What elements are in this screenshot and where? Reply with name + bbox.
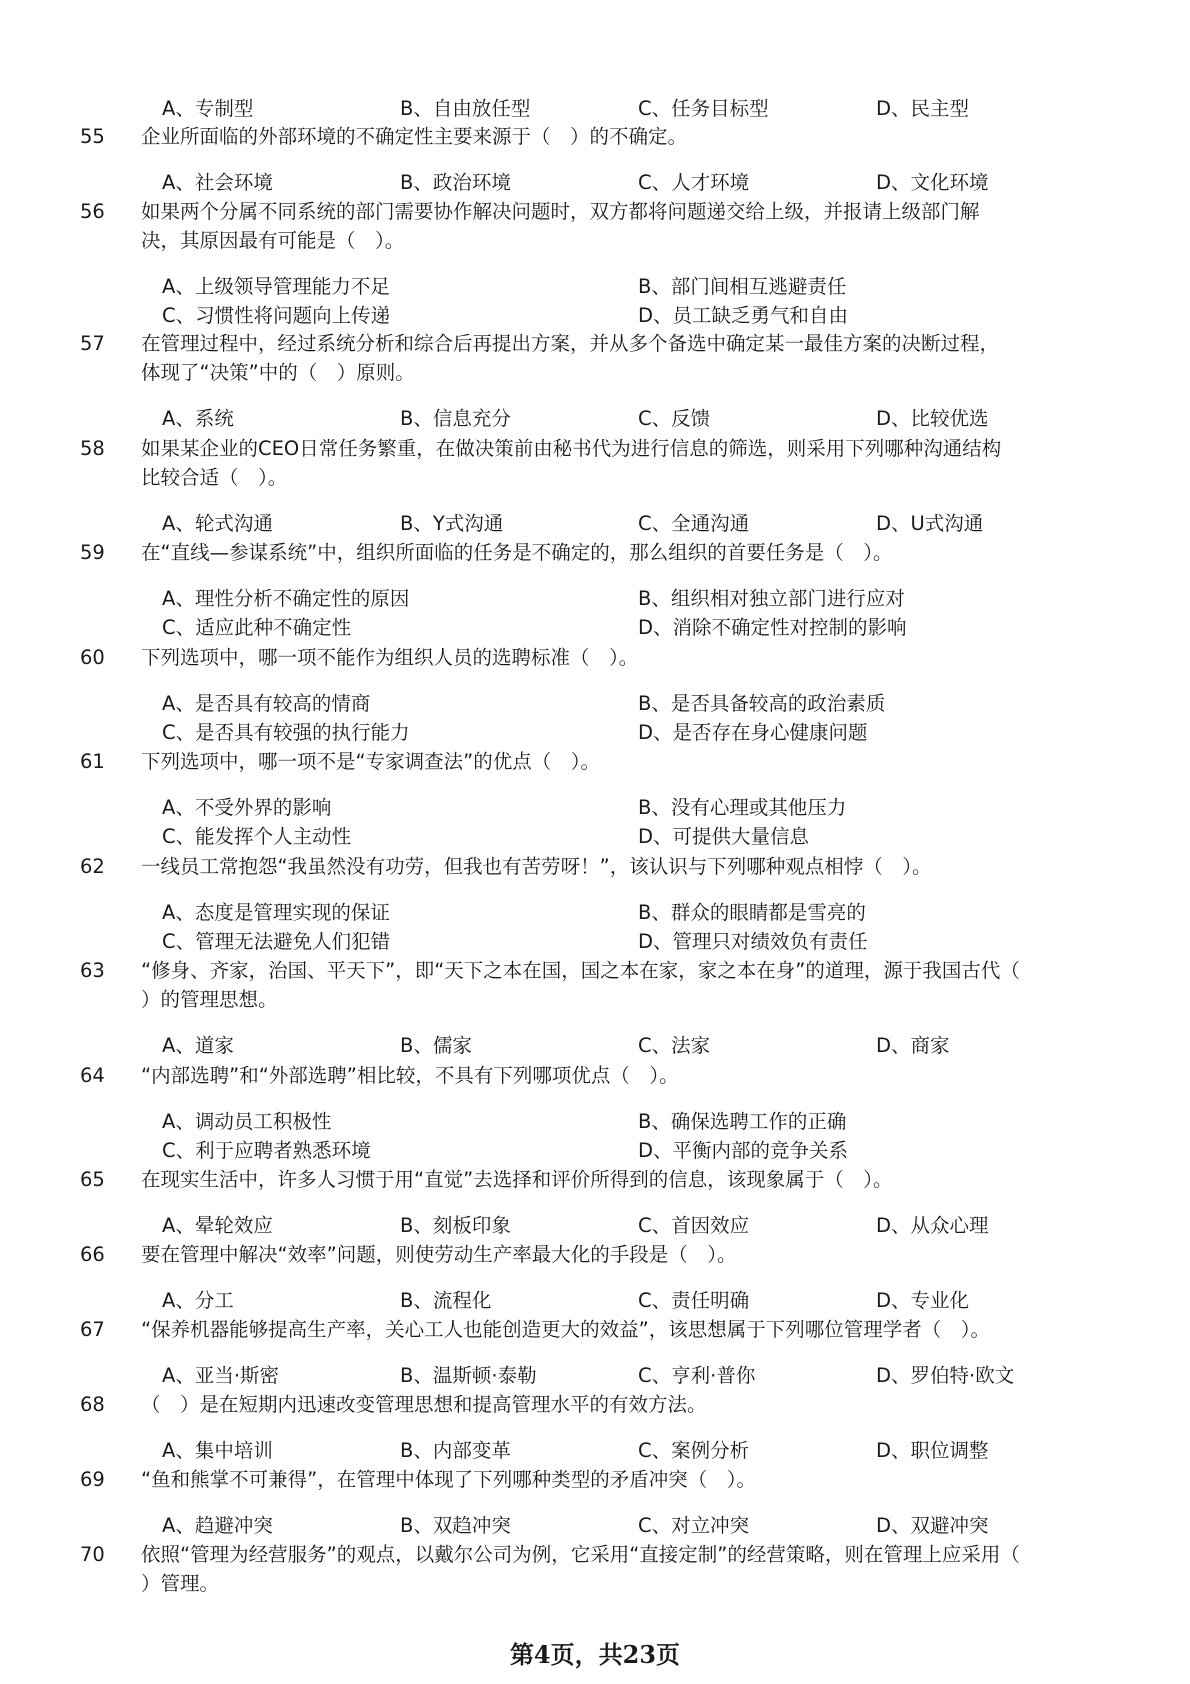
- question-number: 68: [80, 1393, 105, 1416]
- option-c: C、习惯性将问题向上传递: [162, 304, 391, 327]
- option-a: A、轮式沟通: [162, 512, 273, 535]
- question-number: 61: [80, 750, 105, 773]
- question-number: 56: [80, 200, 105, 223]
- option-a: A、系统: [162, 407, 234, 430]
- option-d: D、可提供大量信息: [638, 825, 810, 848]
- question-number: 59: [80, 541, 105, 564]
- question-stem-cont: 比较合适（ ）。: [141, 466, 288, 489]
- option-a: A、集中培训: [162, 1439, 273, 1462]
- question-stem: 依照“管理为经营服务”的观点，以戴尔公司为例，它采用“直接定制”的经营策略，则在管理上应采用（: [141, 1543, 1020, 1566]
- option-a: A、分工: [162, 1289, 234, 1312]
- question-stem: “鱼和熊掌不可兼得”，在管理中体现了下列哪种类型的矛盾冲突（ ）。: [141, 1468, 756, 1491]
- option-c: C、是否具有较强的执行能力: [162, 721, 410, 744]
- question-stem: 如果两个分属不同系统的部门需要协作解决问题时，双方都将问题递交给上级，并报请上级部门解: [141, 200, 980, 223]
- question-stem: 在“直线—参谋系统”中，组织所面临的任务是不确定的，那么组织的首要任务是（ ）。: [141, 541, 893, 564]
- option-b: B、是否具备较高的政治素质: [638, 692, 886, 715]
- option-b: B、政治环境: [400, 171, 511, 194]
- option-c: C、对立冲突: [638, 1514, 750, 1537]
- option-b: B、温斯顿·泰勒: [400, 1364, 537, 1387]
- question-number: 65: [80, 1168, 105, 1191]
- question-stem-cont: 体现了“决策”中的（ ）原则。: [141, 361, 415, 384]
- question-number: 55: [80, 125, 105, 148]
- top-option-b: B、自由放任型: [400, 97, 531, 120]
- option-a: A、上级领导管理能力不足: [162, 275, 390, 298]
- option-c: C、反馈: [638, 407, 711, 430]
- question-stem-cont: 决，其原因最有可能是（ ）。: [141, 229, 405, 252]
- option-c: C、法家: [638, 1034, 711, 1057]
- option-a: A、道家: [162, 1034, 234, 1057]
- option-c: C、能发挥个人主动性: [162, 825, 352, 848]
- question-stem: 要在管理中解决“效率”问题，则使劳动生产率最大化的手段是（ ）。: [141, 1243, 737, 1266]
- question-number: 62: [80, 855, 105, 878]
- question-number: 70: [80, 1543, 105, 1566]
- option-c: C、亨利·普你: [638, 1364, 756, 1387]
- question-number: 58: [80, 437, 105, 460]
- option-c: C、适应此种不确定性: [162, 616, 352, 639]
- option-d: D、从众心理: [876, 1214, 989, 1237]
- option-a: A、趋避冲突: [162, 1514, 273, 1537]
- option-b: B、信息充分: [400, 407, 511, 430]
- option-b: B、组织相对独立部门进行应对: [638, 587, 905, 610]
- question-number: 69: [80, 1468, 105, 1491]
- question-stem: 在现实生活中，许多人习惯于用“直觉”去选择和评价所得到的信息，该现象属于（ ）。: [141, 1168, 893, 1191]
- question-number: 67: [80, 1318, 105, 1341]
- option-a: A、态度是管理实现的保证: [162, 901, 390, 924]
- option-b: B、没有心理或其他压力: [638, 796, 847, 819]
- option-a: A、社会环境: [162, 171, 273, 194]
- option-b: B、内部变革: [400, 1439, 511, 1462]
- question-stem-cont: ）管理。: [141, 1572, 220, 1595]
- question-number: 60: [80, 646, 105, 669]
- option-a: A、晕轮效应: [162, 1214, 273, 1237]
- question-number: 57: [80, 332, 105, 355]
- question-stem: “保养机器能够提高生产率，关心工人也能创造更大的效益”，该思想属于下列哪位管理学者（ ）。: [141, 1318, 990, 1341]
- option-b: B、部门间相互逃避责任: [638, 275, 847, 298]
- option-c: C、人才环境: [638, 171, 750, 194]
- option-a: A、是否具有较高的情商: [162, 692, 371, 715]
- option-d: D、比较优选: [876, 407, 989, 430]
- option-c: C、利于应聘者熟悉环境: [162, 1139, 371, 1162]
- option-c: C、责任明确: [638, 1289, 750, 1312]
- option-d: D、专业化: [876, 1289, 970, 1312]
- top-option-c: C、任务目标型: [638, 97, 769, 120]
- question-number: 66: [80, 1243, 105, 1266]
- option-d: D、文化环境: [876, 171, 989, 194]
- option-d: D、商家: [876, 1034, 950, 1057]
- question-stem: 在管理过程中，经过系统分析和综合后再提出方案，并从多个备选中确定某一最佳方案的决断过程，: [141, 332, 1000, 355]
- question-number: 63: [80, 959, 105, 982]
- question-stem: “修身、齐家，治国、平天下”，即“天下之本在国，国之本在家，家之本在身”的道理，源于我国古代（: [141, 959, 1020, 982]
- option-b: B、确保选聘工作的正确: [638, 1110, 847, 1133]
- question-stem: 企业所面临的外部环境的不确定性主要来源于（ ）的不确定。: [141, 125, 688, 148]
- option-b: B、流程化: [400, 1289, 492, 1312]
- question-stem-cont: ）的管理思想。: [141, 988, 278, 1011]
- option-c: C、案例分析: [638, 1439, 750, 1462]
- option-d: D、是否存在身心健康问题: [638, 721, 868, 744]
- option-d: D、双避冲突: [876, 1514, 989, 1537]
- option-a: A、调动员工积极性: [162, 1110, 332, 1133]
- top-option-a: A、专制型: [162, 97, 254, 120]
- option-a: A、理性分析不确定性的原因: [162, 587, 410, 610]
- option-d: D、职位调整: [876, 1439, 989, 1462]
- option-d: D、平衡内部的竞争关系: [638, 1139, 849, 1162]
- question-number: 64: [80, 1064, 105, 1087]
- question-stem: 下列选项中，哪一项不是“专家调查法”的优点（ ）。: [141, 750, 600, 773]
- option-b: B、Y式沟通: [400, 512, 504, 535]
- option-d: D、员工缺乏勇气和自由: [638, 304, 849, 327]
- option-c: C、全通沟通: [638, 512, 750, 535]
- question-stem: （ ）是在短期内迅速改变管理思想和提高管理水平的有效方法。: [141, 1393, 707, 1416]
- option-d: D、管理只对绩效负有责任: [638, 930, 868, 953]
- question-stem: 如果某企业的CEO日常任务繁重，在做决策前由秘书代为进行信息的筛选，则采用下列哪种沟通结构: [141, 437, 1002, 460]
- question-stem: 一线员工常抱怨“我虽然没有功劳，但我也有苦劳呀！”，该认识与下列哪种观点相悖（ ）。: [141, 855, 932, 878]
- option-c: C、首因效应: [638, 1214, 750, 1237]
- option-a: A、不受外界的影响: [162, 796, 332, 819]
- question-stem: 下列选项中，哪一项不能作为组织人员的选聘标准（ ）。: [141, 646, 639, 669]
- option-b: B、刻板印象: [400, 1214, 511, 1237]
- page-number: 第4页，共23页: [509, 1640, 681, 1669]
- option-c: C、管理无法避免人们犯错: [162, 930, 391, 953]
- option-a: A、亚当·斯密: [162, 1364, 280, 1387]
- option-d: D、罗伯特·欧文: [876, 1364, 1015, 1387]
- option-b: B、儒家: [400, 1034, 472, 1057]
- question-stem: “内部选聘”和“外部选聘”相比较，不具有下列哪项优点（ ）。: [141, 1064, 679, 1087]
- option-b: B、群众的眼睛都是雪亮的: [638, 901, 866, 924]
- option-d: D、U式沟通: [876, 512, 984, 535]
- option-d: D、消除不确定性对控制的影响: [638, 616, 907, 639]
- top-option-d: D、民主型: [876, 97, 970, 120]
- option-b: B、双趋冲突: [400, 1514, 511, 1537]
